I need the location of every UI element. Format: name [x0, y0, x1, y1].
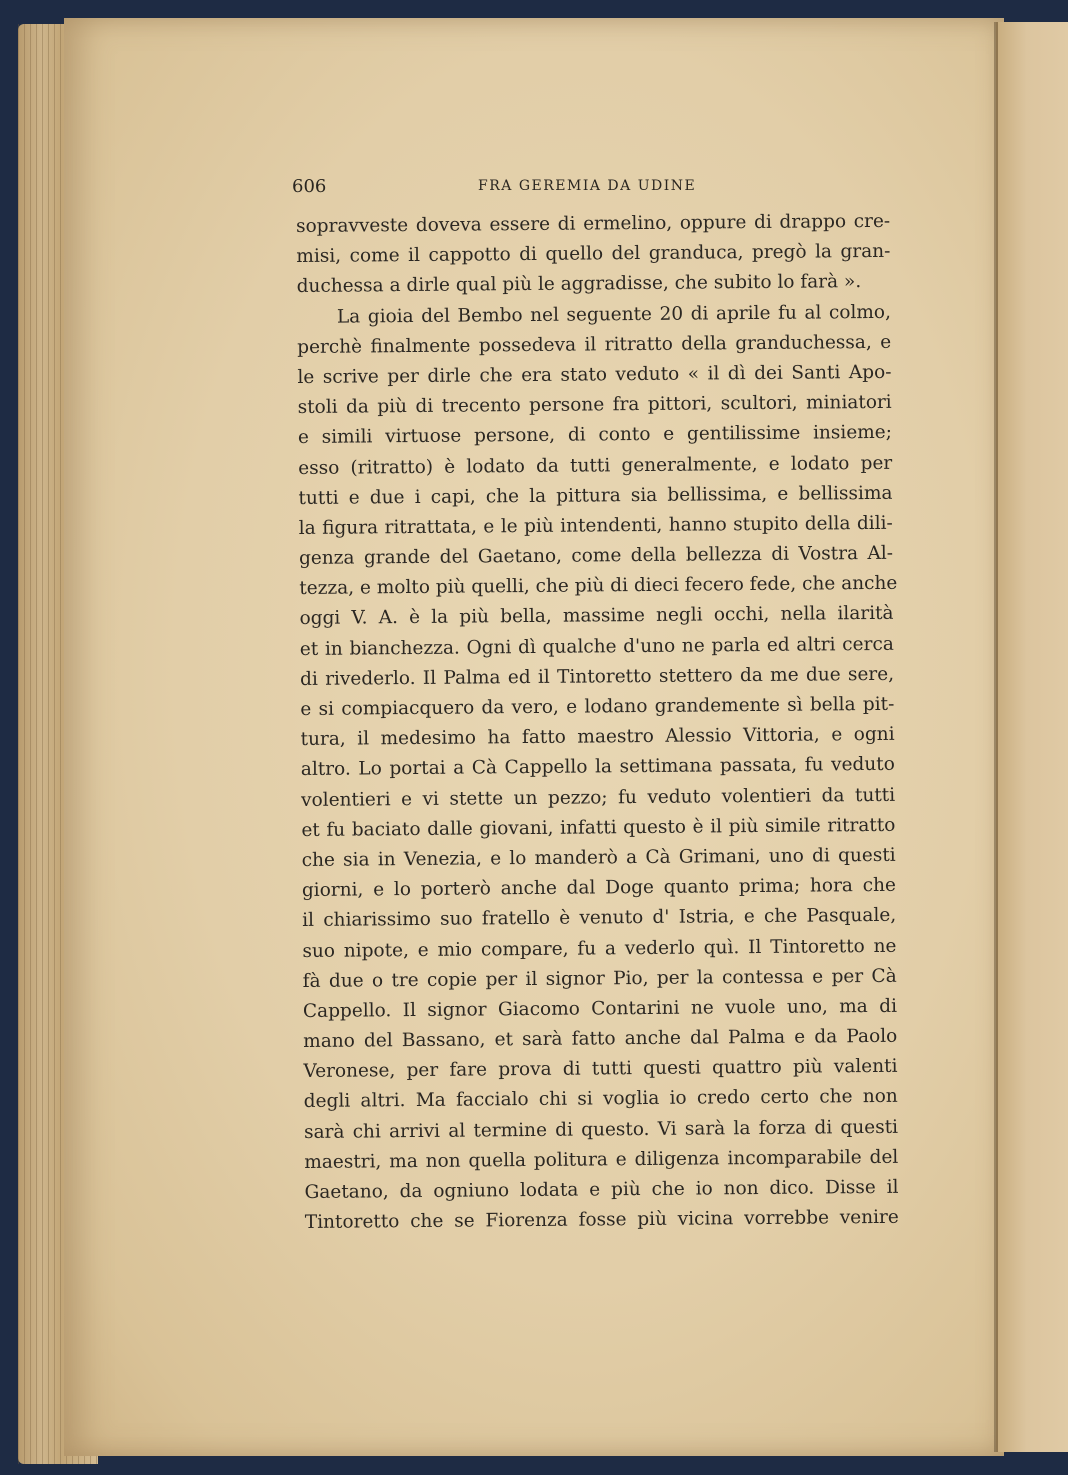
text-line: fà due o tre copie per il signor Pio, per la contessa e per Cà	[302, 965, 897, 992]
facing-page-edge	[996, 22, 1068, 1452]
text-line: suo nipote, e mio compare, fu a vederlo quì. Il Tintoretto ne	[302, 935, 897, 962]
text-line: duchessa a dirle qual più le aggradisse, che subito lo farà ».	[296, 271, 862, 298]
body-text	[296, 207, 899, 1239]
text-line: altro. Lo portai a Cà Cappello la settimana passata, fu veduto	[300, 754, 895, 781]
text-line: giorni, e lo porterò anche dal Doge quanto prima; hora che	[301, 874, 896, 902]
text-line: e si compiacquero da vero, e lodano grandemente sì bella pit-	[300, 693, 895, 720]
text-line: maestri, ma non quella politura e diligenza incomparabile del	[304, 1146, 899, 1173]
text-line: tutti e due i capi, che la pittura sia bellissima, e bellissima	[298, 482, 893, 509]
text-line: et in bianchezza. Ogni dì qualche d'uno ne parla ed altri cerca	[299, 633, 894, 660]
text-line: genza grande del Gaetano, come della bellezza di Vostra Al-	[298, 542, 894, 570]
text-line: La gioia del Bembo nel seguente 20 di aprile fu al colmo,	[336, 301, 891, 328]
text-line: Cappello. Il signor Giacomo Contarini ne vuole uno, ma di	[302, 995, 898, 1022]
text-line: e simili virtuose persone, di conto e gentilissime insieme;	[297, 422, 893, 449]
text-line: esso (ritratto) è lodato da tutti generalmente, e lodato per	[298, 452, 893, 479]
text-line: le scrive per dirle che era stato veduto « il dì dei Santi Apo-	[297, 361, 892, 388]
running-head	[292, 176, 892, 202]
page-number: 606	[292, 176, 327, 197]
text-line: il chiarissimo suo fratello è venuto d' Istria, e che Pasquale,	[302, 905, 897, 932]
text-line: oggi V. A. è la più bella, massime negli occhi, nella ilarità	[299, 603, 894, 630]
text-line: volentieri e vi stette un pezzo; fu veduto volentieri da tutti	[301, 784, 896, 811]
text-line: degli altri. Ma faccialo chi si voglia io credo certo che non	[303, 1086, 898, 1113]
text-line: la figura ritrattata, e le più intendenti, hanno stupito della dili-	[298, 512, 893, 539]
running-title: FRA GEREMIA DA UDINE	[478, 178, 697, 194]
text-line: sarà chi arrivi al termine di questo. Vi sarà la forza di questi	[303, 1116, 899, 1143]
text-line: mano del Bassano, et sarà fatto anche dal Palma e da Paolo	[303, 1025, 898, 1053]
text-line: et fu baciato dalle giovani, infatti questo è il più simile ritratto	[301, 814, 896, 841]
text-line: di rivederlo. Il Palma ed il Tintoretto stettero da me due sere,	[299, 663, 895, 690]
text-line: sopravveste doveva essere di ermelino, oppure di drappo cre-	[296, 210, 891, 237]
text-line: misi, come il cappotto di quello del granduca, pregò la gran-	[296, 241, 891, 268]
text-line: che sia in Venezia, e lo manderò a Cà Grimani, uno di questi	[301, 844, 896, 871]
text-line: Gaetano, da ogniuno lodata e più che io non dico. Disse il	[304, 1176, 899, 1203]
text-line: perchè finalmente possedeva il ritratto della granduchessa, e	[297, 331, 892, 358]
text-line: stoli da più di trecento persone fra pittori, scultori, miniatori	[297, 391, 892, 419]
text-line: Tintoretto che se Fiorenza fosse più vicina vorrebbe venire	[304, 1206, 899, 1234]
text-line: Veronese, per fare prova di tutti questi quattro più valenti	[303, 1056, 898, 1083]
text-line: tura, il medesimo ha fatto maestro Alessio Vittoria, e ogni	[300, 723, 895, 751]
text-line: tezza, e molto più quelli, che più di dieci fecero fede, che anche	[299, 573, 898, 600]
